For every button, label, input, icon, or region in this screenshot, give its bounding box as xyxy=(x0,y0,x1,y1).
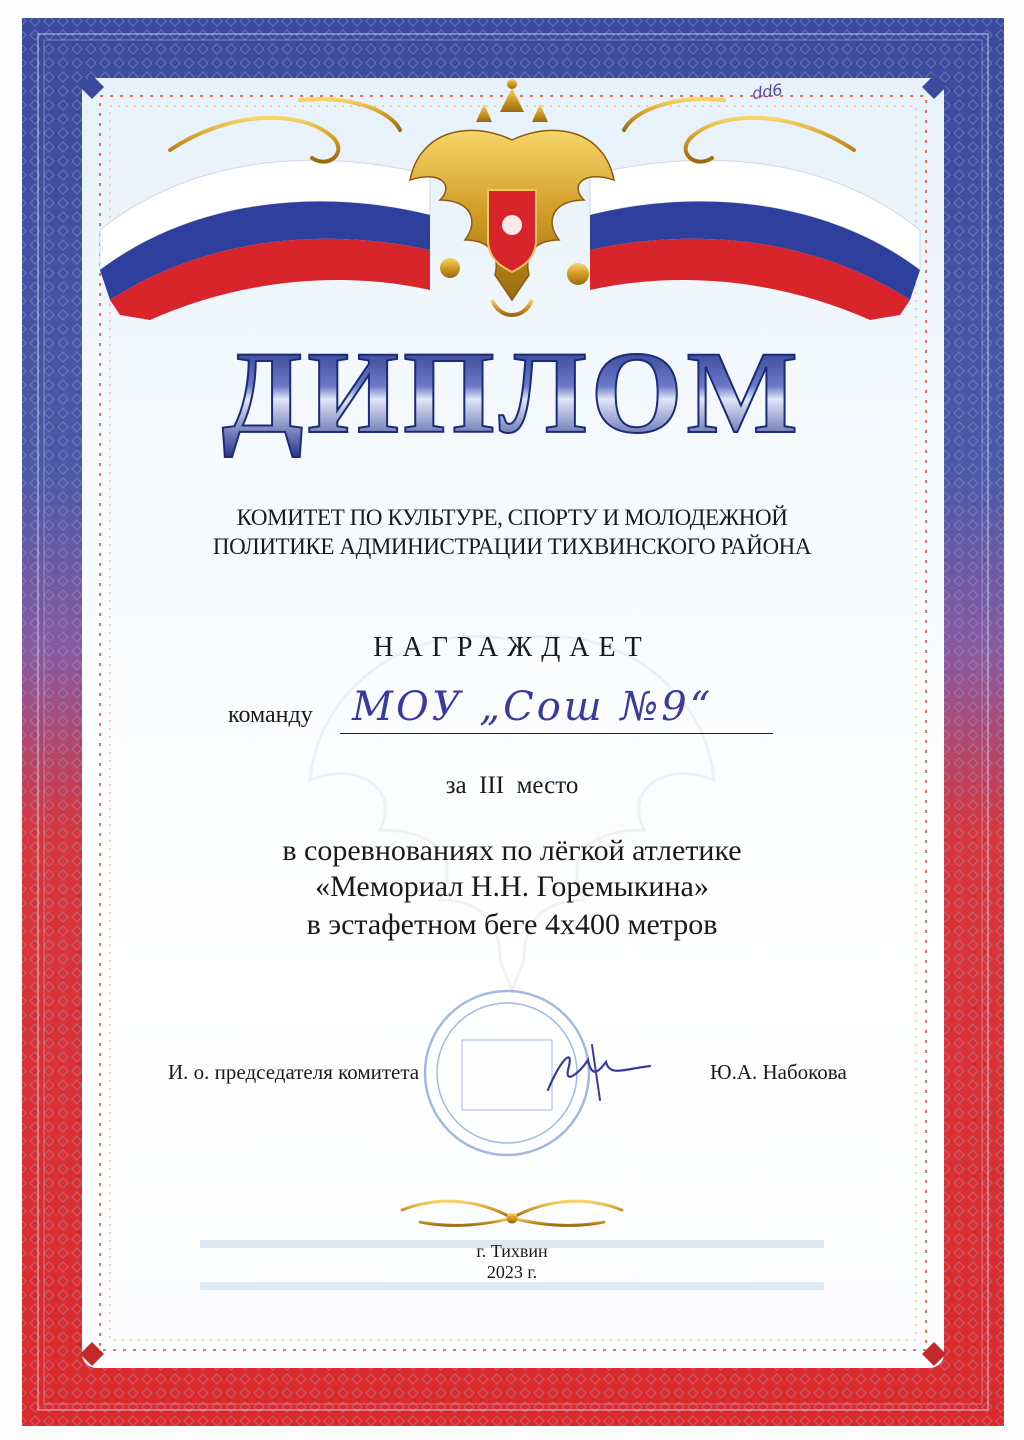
diploma-title: ДИПЛОМ xyxy=(222,327,802,458)
place-text: за III место xyxy=(445,772,579,799)
signatory-title: И. о. председателя комитета xyxy=(168,1060,420,1084)
city: г. Тихвин xyxy=(476,1241,548,1261)
awards-heading: НАГРАЖДАЕТ xyxy=(373,632,651,663)
year: 2023 г. xyxy=(486,1262,538,1282)
corner-handwritten-mark: dd6 xyxy=(750,79,784,104)
organization-line-2: ПОЛИТИКЕ АДМИНИСТРАЦИИ ТИХВИНСКОГО РАЙОНА xyxy=(212,534,812,559)
team-value: МОУ „Сош №9“ xyxy=(352,684,714,730)
competition-line-2: «Мемориал Н.Н. Горемыкина» xyxy=(315,870,709,903)
competition-line-3: в эстафетном беге 4х400 метров xyxy=(306,908,718,941)
organization-line-1: КОМИТЕТ ПО КУЛЬТУРЕ, СПОРТУ И МОЛОДЕЖНОЙ xyxy=(236,505,788,530)
team-label: команду xyxy=(228,702,313,728)
competition-line-1: в соревнованиях по лёгкой атлетике xyxy=(282,834,742,867)
team-underline xyxy=(340,733,773,734)
signatory-name: Ю.А. Набокова xyxy=(710,1060,847,1084)
